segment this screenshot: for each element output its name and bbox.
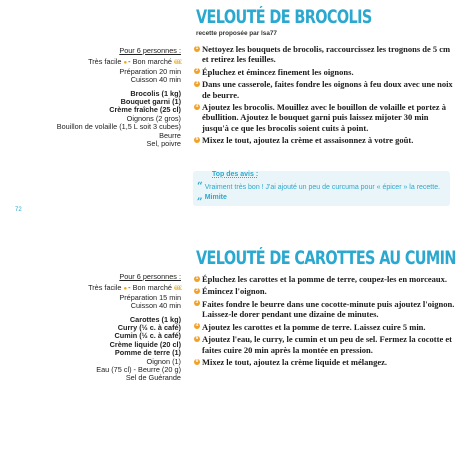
ingredient-item: Crème fraîche (25 cl): [109, 105, 181, 115]
step-text: Émincez l'oignon.: [202, 286, 267, 297]
recipe1-ingredient-list: [11, 90, 181, 149]
recipe2-servings: Pour 6 personnes :: [119, 272, 181, 281]
ingredient-item: Carottes (1 kg): [129, 314, 181, 324]
step-item: [194, 334, 456, 355]
step-text: Ajoutez l'eau, le curry, le cumin et un peu de sel. Fermez la cocotte et faites cuire 20 min après la montée en pression.: [202, 334, 452, 355]
step-number-badge: 1: [195, 45, 199, 51]
step-item: [194, 44, 456, 65]
step-item: [194, 322, 456, 332]
step-number-badge: 2: [195, 287, 199, 293]
recipe2-cook-time: Cuisson 40 min: [130, 301, 181, 311]
open-quote-icon: “: [197, 181, 203, 192]
recipe2-prep-time: Préparation 15 min: [119, 292, 181, 302]
ingredient-item: Oignon (1): [146, 356, 181, 366]
recipe1-cook-time: Cuisson 40 min: [130, 75, 181, 85]
step-text: Ajoutez les brocolis. Mouillez avec le bouillon de volaille et portez à ébullition. Ajoutez le bouquet garni puis laissez mijoter 30 min jusqu'à ce que les brocolis soient cuits à point.: [202, 102, 446, 133]
step-number-badge: 3: [195, 80, 199, 86]
chef-hat-icon: ●: [123, 60, 127, 67]
euro-icon: €€€: [173, 286, 181, 293]
ingredient-item: Crème liquide (20 cl): [109, 339, 181, 349]
ingredient-item: Sel, poivre: [146, 139, 181, 149]
step-number-badge: 3: [195, 300, 199, 306]
review-title: Top des avis :: [212, 171, 259, 178]
ingredient-item: Bouillon de volaille (1,5 L soit 3 cubes): [56, 122, 181, 132]
recipe1-ingredients-panel: [11, 47, 181, 148]
ingredient-item: Bouquet garni (1): [120, 97, 181, 107]
recipe1-steps: [194, 44, 456, 148]
review-author: Mimite: [204, 193, 227, 201]
recipe1-credit: recette proposée par lsa77: [196, 30, 277, 37]
step-number-badge: 4: [195, 103, 199, 109]
recipe1-servings: Pour 6 personnes :: [119, 46, 181, 55]
review-text-block: [197, 183, 447, 202]
step-text: Ajoutez les carottes et la pomme de terre. Laissez cuire 5 min.: [202, 321, 426, 332]
step-item: [194, 79, 456, 100]
recipe2-ingredient-list: [11, 316, 181, 383]
ingredient-item: Oignons (2 gros): [126, 113, 181, 123]
step-number-badge: 2: [195, 68, 199, 74]
step-number-badge: 5: [195, 335, 199, 341]
step-number-badge: 5: [195, 136, 199, 142]
chef-hat-icon: ●: [123, 286, 127, 293]
euro-icon: €€€: [173, 60, 181, 67]
step-number-badge: 4: [195, 323, 199, 329]
recipe2-ingredients-panel: [11, 273, 181, 383]
ingredient-item: Curry (½ c. à café): [117, 323, 181, 333]
ingredient-item: Cumin (½ c. à café): [114, 331, 181, 341]
ingredient-item: Brocolis (1 kg): [130, 88, 181, 98]
step-text: Mixez le tout, ajoutez la crème liquide et mélangez.: [202, 357, 388, 368]
close-quote-icon: „: [197, 190, 203, 202]
recipe1-difficulty: Très facile: [88, 57, 122, 67]
recipe2-cost: - Bon marché: [128, 283, 172, 293]
step-item: [194, 274, 456, 284]
page-number: 72: [15, 207, 22, 213]
step-text: Mixez le tout, ajoutez la crème et assaisonnez à votre goût.: [202, 135, 414, 146]
step-text: Dans une casserole, faites fondre les oignons à feu doux avec une noix de beurre.: [202, 79, 453, 100]
step-text: Faites fondre le beurre dans une cocotte-minute puis ajoutez l'oignon. Laissez-le dorer pendant une dizaine de minutes.: [202, 298, 455, 320]
step-number-badge: 1: [195, 275, 199, 281]
ingredient-item: Eau (75 cl) - Beurre (20 g): [96, 365, 181, 375]
recipe1-prep-time: Préparation 20 min: [119, 66, 181, 76]
recipe1-cost: - Bon marché: [128, 57, 172, 67]
recipe1-title: VELOUTÉ DE BROCOLIS: [196, 7, 372, 28]
step-item: [194, 299, 456, 320]
step-item: [194, 102, 456, 133]
ingredient-item: Sel de Guérande: [125, 373, 181, 383]
step-text: Épluchez et émincez finement les oignons.: [202, 66, 354, 77]
ingredient-item: Beurre: [159, 130, 181, 140]
review-text: Vraiment très bon ! J'ai ajouté un peu de curcuma pour « épicer » la recette.: [204, 184, 441, 191]
step-item: [194, 286, 456, 296]
step-text: Épluchez les carottes et la pomme de terre, coupez-les en morceaux.: [202, 274, 448, 284]
recipe2-steps: [194, 274, 456, 370]
step-text: Nettoyez les bouquets de brocolis, raccourcissez les trognons de 5 cm et retirez les feuilles.: [202, 44, 451, 65]
recipe2-title: VELOUTÉ DE CAROTTES AU CUMIN: [196, 248, 456, 269]
step-item: [194, 67, 456, 77]
step-item: [194, 357, 456, 367]
step-item: [194, 135, 456, 145]
step-number-badge: 6: [195, 358, 199, 364]
recipe2-difficulty: Très facile: [88, 283, 122, 293]
ingredient-item: Pomme de terre (1): [114, 348, 181, 358]
